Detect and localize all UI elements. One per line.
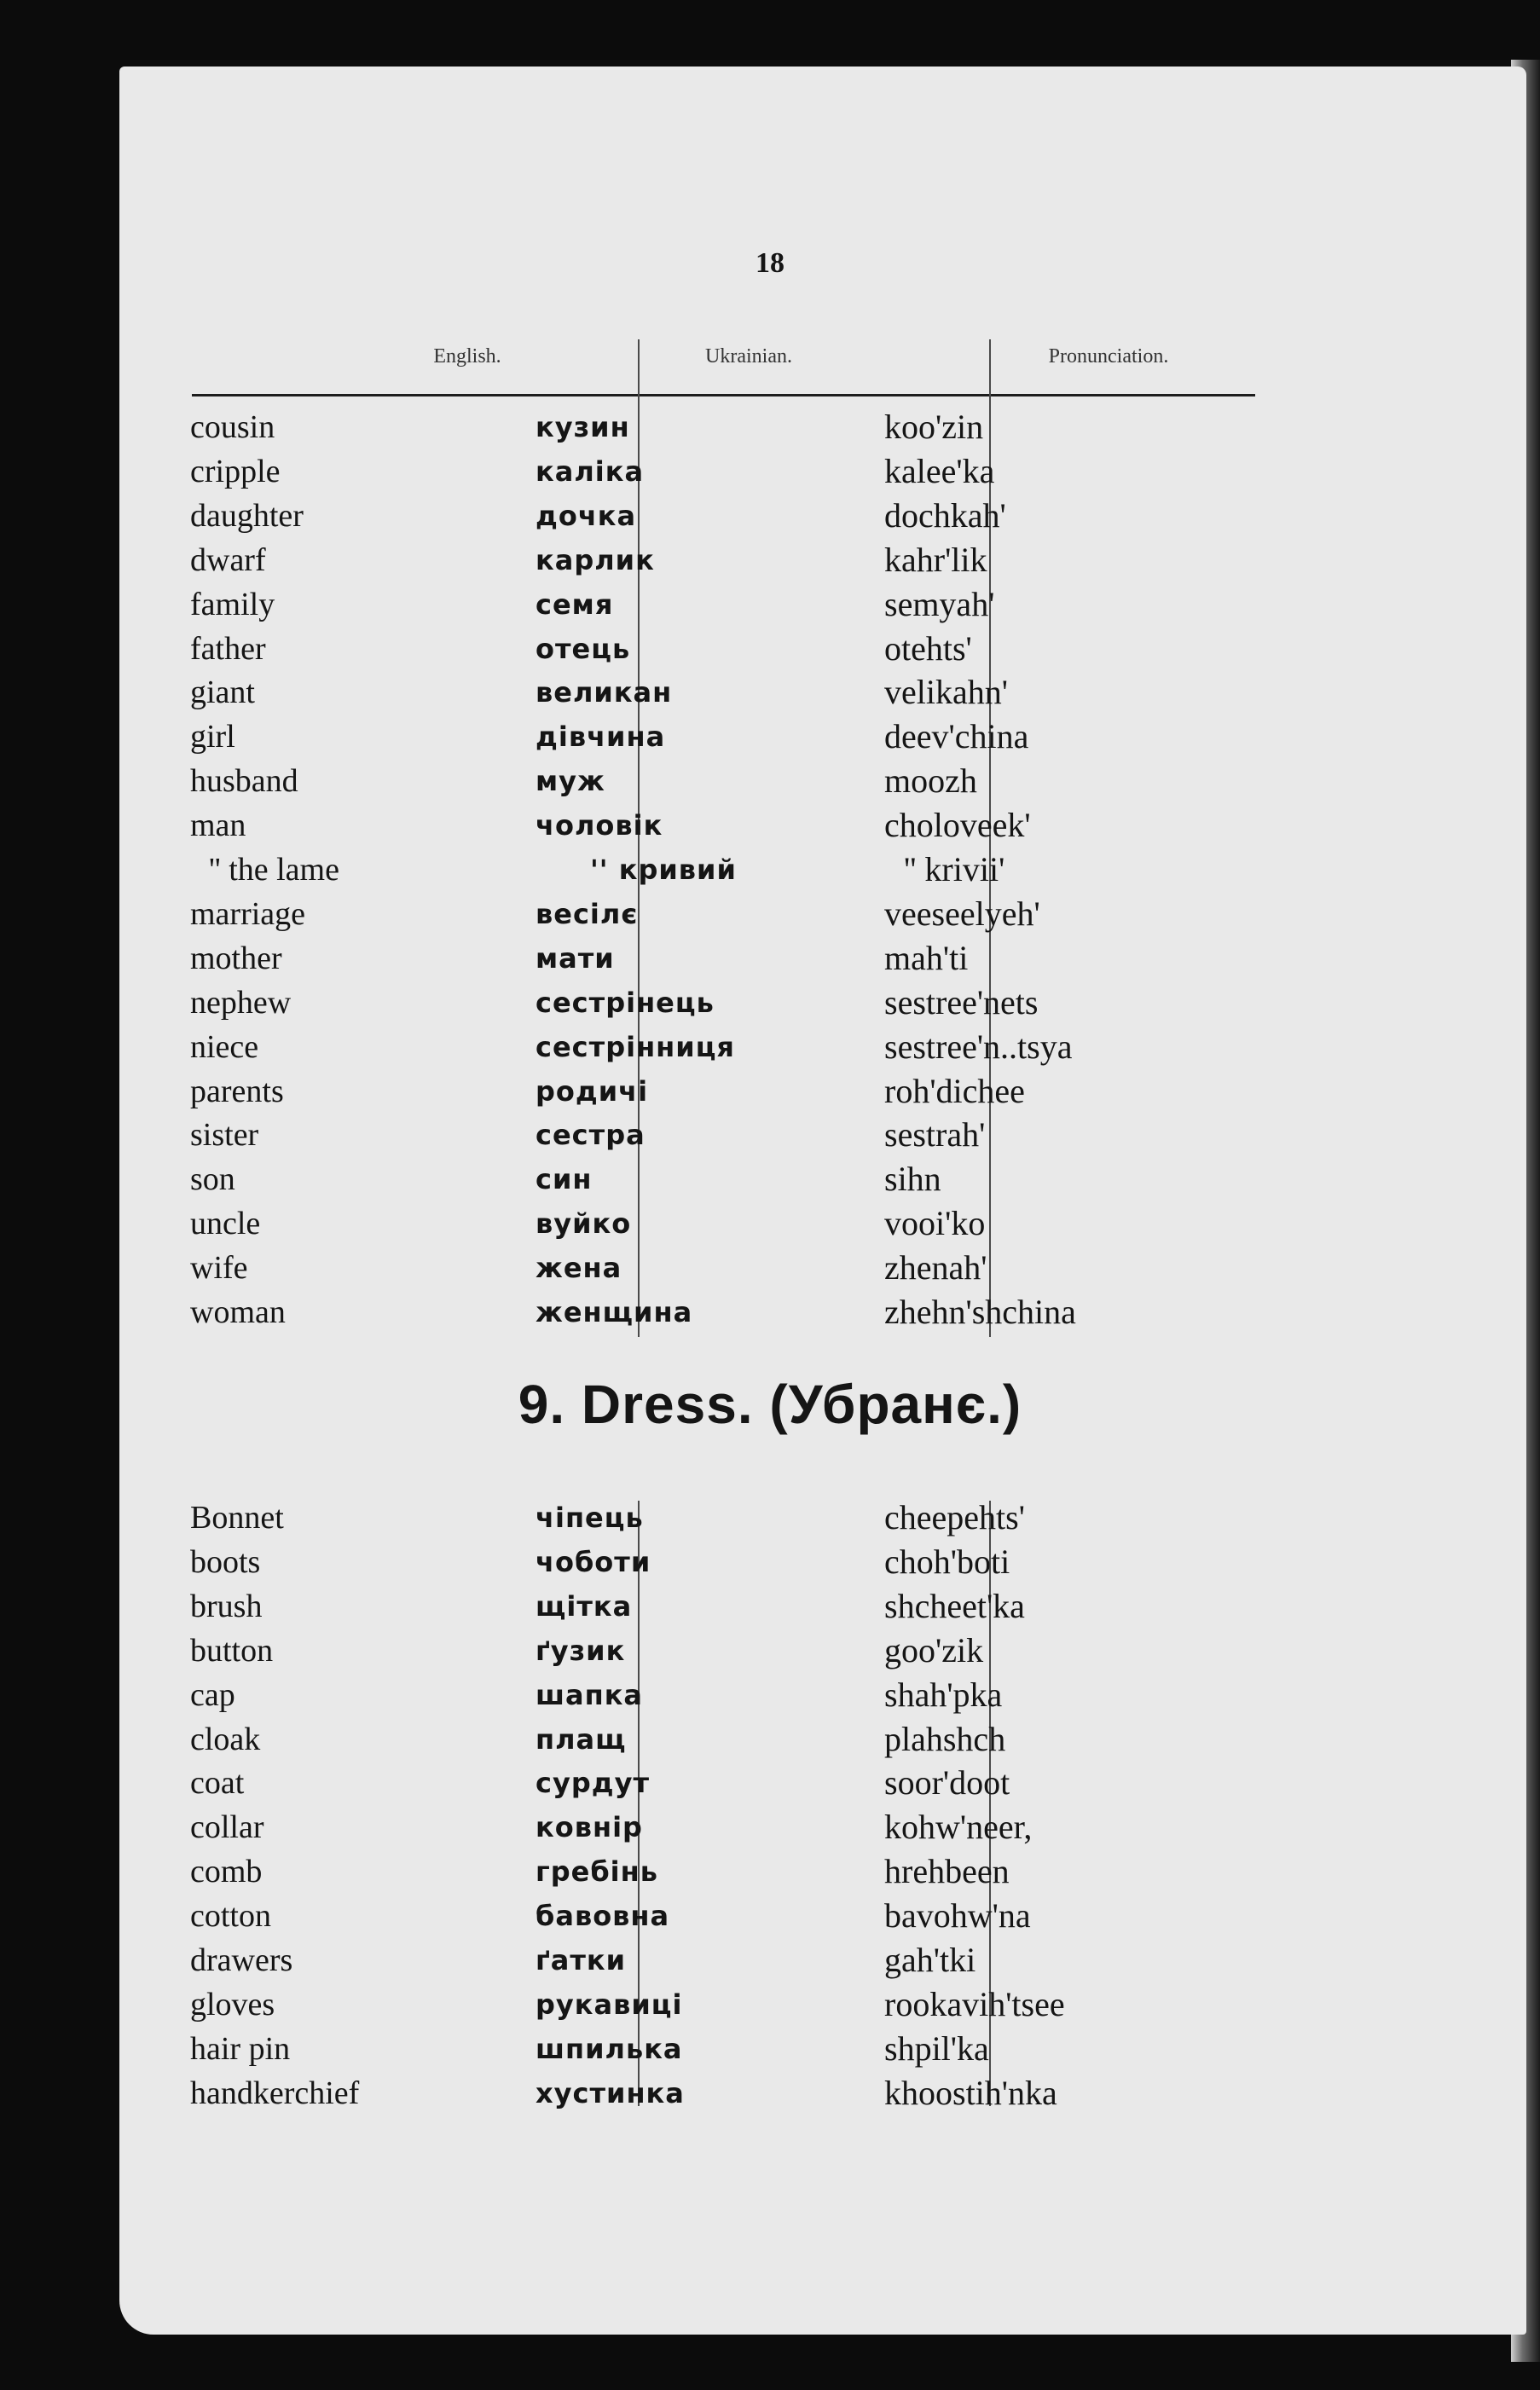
pronunciation: cheepehts' bbox=[884, 1498, 1025, 1536]
pronunciation: kohw'neer, bbox=[884, 1808, 1033, 1847]
table-row bbox=[0, 2071, 1540, 2115]
pronunciation: gah'tki bbox=[884, 1941, 976, 1979]
ukrainian-word: сестрінець bbox=[536, 986, 715, 1019]
pronunciation: plahshch bbox=[884, 1719, 1006, 1758]
english-word: collar bbox=[190, 1809, 264, 1846]
pronunciation: khoostih'nka bbox=[884, 2073, 1057, 2112]
english-word: Bonnet bbox=[190, 1500, 284, 1536]
table-row bbox=[0, 936, 1540, 981]
pronunciation: vooi'ko bbox=[884, 1204, 986, 1243]
pronunciation: sihn bbox=[884, 1160, 941, 1199]
english-word: parents bbox=[190, 1073, 284, 1109]
ukrainian-word: чоботи bbox=[536, 1545, 651, 1578]
pronunciation: sestree'nets bbox=[884, 982, 1039, 1021]
table-row bbox=[0, 1805, 1540, 1849]
ukrainian-word: великан bbox=[536, 676, 673, 709]
english-word: woman bbox=[190, 1294, 286, 1330]
pronunciation: choloveek' bbox=[884, 806, 1031, 845]
english-word: girl bbox=[190, 719, 235, 755]
pronunciation: rookavih'tsee bbox=[884, 1984, 1065, 2023]
ukrainian-word: каліка bbox=[536, 454, 645, 488]
english-word: gloves bbox=[190, 1986, 275, 2023]
english-word: wife bbox=[190, 1250, 248, 1287]
table-row bbox=[0, 1201, 1540, 1246]
pronunciation: moozh bbox=[884, 761, 977, 801]
pronunciation: '' krivii' bbox=[904, 850, 1005, 888]
english-word: drawers bbox=[190, 1942, 293, 1978]
table-row bbox=[0, 1717, 1540, 1762]
ukrainian-word: гребінь bbox=[536, 1855, 658, 1889]
pronunciation: shcheet'ka bbox=[884, 1586, 1025, 1625]
english-word: comb bbox=[190, 1854, 263, 1890]
english-word: cloak bbox=[190, 1721, 261, 1757]
table-row bbox=[0, 405, 1540, 449]
ukrainian-word: чоловік bbox=[536, 809, 663, 842]
english-word: husband bbox=[190, 763, 298, 800]
table-row bbox=[0, 1540, 1540, 1584]
pronunciation: kahr'lik bbox=[884, 540, 987, 579]
ukrainian-word: дочка bbox=[536, 499, 637, 532]
ukrainian-word: женщина bbox=[536, 1296, 693, 1328]
table-row bbox=[0, 582, 1540, 627]
english-word: dwarf bbox=[190, 541, 266, 578]
table-row bbox=[0, 1894, 1540, 1938]
english-word: '' the lame bbox=[209, 852, 339, 888]
english-word: button bbox=[190, 1632, 274, 1669]
ukrainian-word: щітка bbox=[536, 1589, 633, 1623]
table-row bbox=[0, 1290, 1540, 1334]
table-row bbox=[0, 670, 1540, 715]
pronunciation: zhehn'shchina bbox=[884, 1293, 1076, 1331]
ukrainian-word: дівчина bbox=[536, 720, 666, 754]
ukrainian-word: семя bbox=[536, 587, 614, 621]
english-word: hair pin bbox=[190, 2030, 291, 2067]
table-row bbox=[0, 759, 1540, 803]
ukrainian-word: вуйко bbox=[536, 1207, 632, 1241]
table-row bbox=[0, 1157, 1540, 1201]
table-row bbox=[0, 2027, 1540, 2071]
ukrainian-word: кузин bbox=[536, 411, 630, 443]
table-row bbox=[0, 1025, 1540, 1069]
pronunciation: choh'boti bbox=[884, 1542, 1010, 1581]
pronunciation: sestree'n..tsya bbox=[884, 1027, 1073, 1066]
ukrainian-word: сестрінниця bbox=[536, 1030, 735, 1063]
table-row bbox=[0, 538, 1540, 582]
pronunciation: bavohw'na bbox=[884, 1896, 1031, 1936]
section-title: 9. Dress. (Убранє.) bbox=[518, 1374, 1022, 1435]
table-row bbox=[0, 1673, 1540, 1717]
english-word: niece bbox=[190, 1028, 259, 1065]
column-header-pronunciation: Pronunciation. bbox=[1048, 345, 1169, 367]
table-row bbox=[0, 848, 1540, 892]
ukrainian-word: бавовна bbox=[536, 1900, 670, 1933]
table-row bbox=[0, 1246, 1540, 1290]
table-row bbox=[0, 449, 1540, 494]
english-word: brush bbox=[190, 1588, 263, 1624]
ukrainian-word: жена bbox=[536, 1252, 622, 1285]
table-row bbox=[0, 715, 1540, 759]
table-row bbox=[0, 1113, 1540, 1157]
pronunciation: dochkah' bbox=[884, 495, 1006, 535]
table-row bbox=[0, 1496, 1540, 1540]
ukrainian-word: родичі bbox=[536, 1074, 649, 1108]
pronunciation: deev'china bbox=[884, 717, 1029, 756]
ukrainian-word: шапка bbox=[536, 1678, 643, 1711]
table-row bbox=[0, 1938, 1540, 1982]
english-word: cap bbox=[190, 1676, 235, 1713]
page-number: 18 bbox=[756, 247, 784, 279]
pronunciation: kalee'ka bbox=[884, 451, 995, 490]
pronunciation: koo'zin bbox=[884, 408, 984, 446]
english-word: handkerchief bbox=[190, 2075, 360, 2111]
english-word: cotton bbox=[190, 1898, 271, 1935]
table-row bbox=[0, 803, 1540, 848]
ukrainian-word: рукавиці bbox=[536, 1988, 683, 2021]
english-word: family bbox=[190, 586, 275, 622]
pronunciation: roh'dichee bbox=[884, 1071, 1025, 1110]
ukrainian-word: хустинка bbox=[536, 2076, 685, 2109]
english-word: nephew bbox=[190, 984, 292, 1021]
pronunciation: soor'doot bbox=[884, 1763, 1010, 1803]
table-row bbox=[0, 981, 1540, 1025]
ukrainian-word: син bbox=[536, 1163, 593, 1196]
ukrainian-word: ковнір bbox=[536, 1811, 643, 1844]
ukrainian-word: сурдут bbox=[536, 1767, 650, 1800]
english-word: coat bbox=[190, 1765, 245, 1802]
pronunciation: otehts' bbox=[884, 628, 972, 668]
ukrainian-word: ґузик bbox=[536, 1634, 626, 1667]
pronunciation: zhenah' bbox=[884, 1248, 987, 1288]
ukrainian-word: отець bbox=[536, 632, 631, 665]
english-word: man bbox=[190, 807, 246, 844]
english-word: mother bbox=[190, 940, 282, 976]
ukrainian-word: муж bbox=[536, 765, 605, 798]
ukrainian-word: мати bbox=[536, 941, 615, 975]
pronunciation: mah'ti bbox=[884, 938, 969, 977]
english-word: son bbox=[190, 1161, 235, 1198]
english-word: giant bbox=[190, 674, 255, 711]
table-row bbox=[0, 1761, 1540, 1805]
ukrainian-word: чіпець bbox=[536, 1502, 644, 1534]
ukrainian-word: ґатки bbox=[536, 1944, 626, 1976]
table-row bbox=[0, 627, 1540, 671]
header-rule bbox=[192, 394, 1255, 396]
table-row bbox=[0, 1982, 1540, 2027]
pronunciation: hrehbeen bbox=[884, 1852, 1010, 1891]
ukrainian-word: '' кривий bbox=[590, 854, 737, 886]
english-word: cripple bbox=[190, 453, 281, 489]
english-word: marriage bbox=[190, 895, 306, 932]
english-word: daughter bbox=[190, 497, 304, 534]
column-header-english: English. bbox=[433, 345, 501, 367]
table-row bbox=[0, 1629, 1540, 1673]
table-row bbox=[0, 1069, 1540, 1114]
english-word: boots bbox=[190, 1543, 261, 1580]
english-word: cousin bbox=[190, 409, 275, 445]
ukrainian-word: шпилька bbox=[536, 2032, 683, 2065]
pronunciation: goo'zik bbox=[884, 1630, 984, 1670]
pronunciation: velikahn' bbox=[884, 673, 1008, 712]
ukrainian-word: плащ bbox=[536, 1722, 627, 1756]
table-row bbox=[0, 892, 1540, 936]
pronunciation: shah'pka bbox=[884, 1675, 1003, 1714]
english-word: uncle bbox=[190, 1206, 261, 1242]
pronunciation: shpil'ka bbox=[884, 2028, 989, 2068]
ukrainian-word: сестра bbox=[536, 1119, 646, 1152]
english-word: sister bbox=[190, 1117, 259, 1154]
table-row bbox=[0, 494, 1540, 538]
pronunciation: semyah' bbox=[884, 584, 995, 623]
ukrainian-word: весілє bbox=[536, 897, 639, 930]
english-word: father bbox=[190, 630, 266, 667]
column-header-ukrainian: Ukrainian. bbox=[705, 345, 792, 367]
pronunciation: sestrah' bbox=[884, 1115, 986, 1154]
pronunciation: veeseelyeh' bbox=[884, 894, 1040, 933]
table-row bbox=[0, 1849, 1540, 1894]
ukrainian-word: карлик bbox=[536, 543, 655, 576]
table-row bbox=[0, 1584, 1540, 1629]
